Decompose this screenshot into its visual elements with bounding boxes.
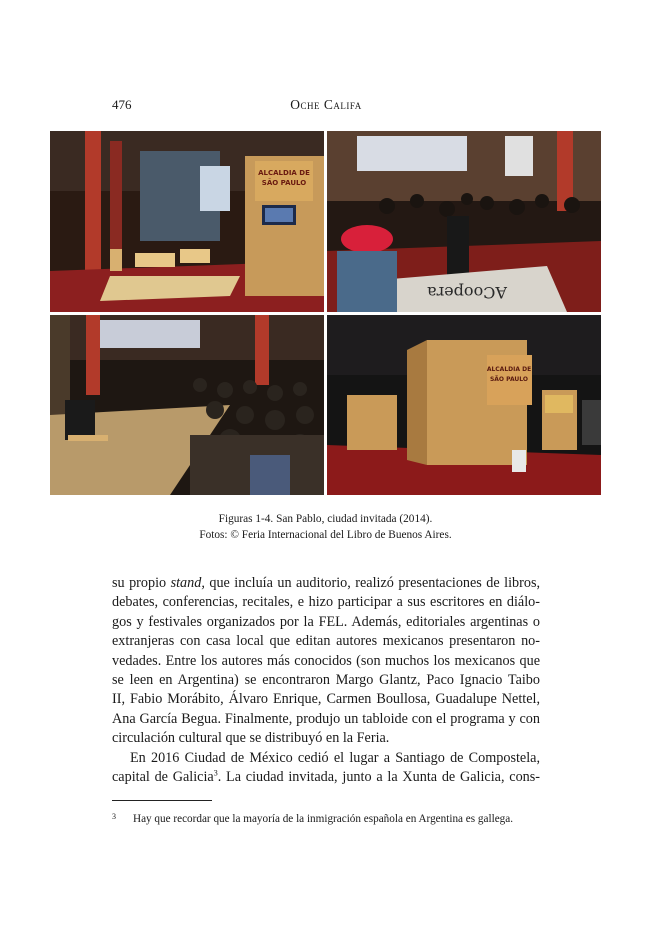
page-header — [112, 97, 540, 117]
banner-text: ACoopera — [427, 283, 507, 302]
figure-caption: Figuras 1-4. San Pablo, ciudad invitada (2014). — [218, 513, 433, 525]
photo-credit: Fotos: © Feria Internacional del Libro de Buenos Aires. — [199, 529, 452, 541]
photo-stand-auditorium — [50, 131, 324, 312]
footnote-rule — [112, 800, 212, 801]
sign-line1: ALCALDIA DE — [486, 366, 532, 373]
text-line: debates, conferencias, recitales, e hizo participar a sus escritores en diálo- — [112, 594, 540, 611]
photo-stand-exterior — [327, 315, 601, 495]
emphasis: stand, — [170, 575, 205, 591]
text-line: gos y festivales organizados por la FEL. Además, editoriales argentinas o — [112, 613, 540, 630]
text-line: su propio stand, que incluía un auditorio, realizó presentaciones de libros, — [112, 575, 541, 591]
running-head: Oche Califa — [290, 97, 362, 112]
text-line: se leen en Argentina) se encontraron Margo Glantz, Paco Ignacio Taibo — [112, 671, 540, 688]
footnote — [112, 810, 540, 826]
photo-audience — [50, 315, 324, 495]
text-line: circulación cultural que se distribuyó en la Feria. — [112, 730, 390, 747]
text-line: vedades. Entre los autores más conocidos (son muchos los mexicanos que — [112, 652, 540, 669]
footnote-mark: 3 — [112, 812, 116, 821]
footnote-text: Hay que recordar que la mayoría de la inmigración española en Argentina es gallega. — [133, 813, 514, 825]
text-line: Ana García Begua. Finalmente, produjo un tabloide con el programa y con — [112, 710, 540, 727]
page-number: 476 — [112, 97, 132, 112]
text-line: capital de Galicia$^3$. La ciudad invitada, junto a la Xunta de Galicia, cons- — [112, 768, 541, 785]
text-line: En 2016 Ciudad de México cedió el lugar a Santiago de Compostela, — [130, 749, 540, 766]
footnote-ref[interactable]: 3 — [213, 768, 218, 778]
sign-line1: ALCALDIA DE — [258, 169, 310, 177]
text-line: extranjeras con casa local que editan autores mexicanos presentaron no- — [112, 633, 540, 650]
body-text — [112, 574, 540, 787]
photo-crowd-banner — [327, 131, 601, 312]
text-line: II, Fabio Morábito, Álvaro Enrique, Carmen Boullosa, Guadalupe Nettel, — [112, 691, 540, 708]
sign-line2: SÃO PAULO — [261, 179, 307, 187]
sign-line2: SÃO PAULO — [489, 376, 529, 383]
